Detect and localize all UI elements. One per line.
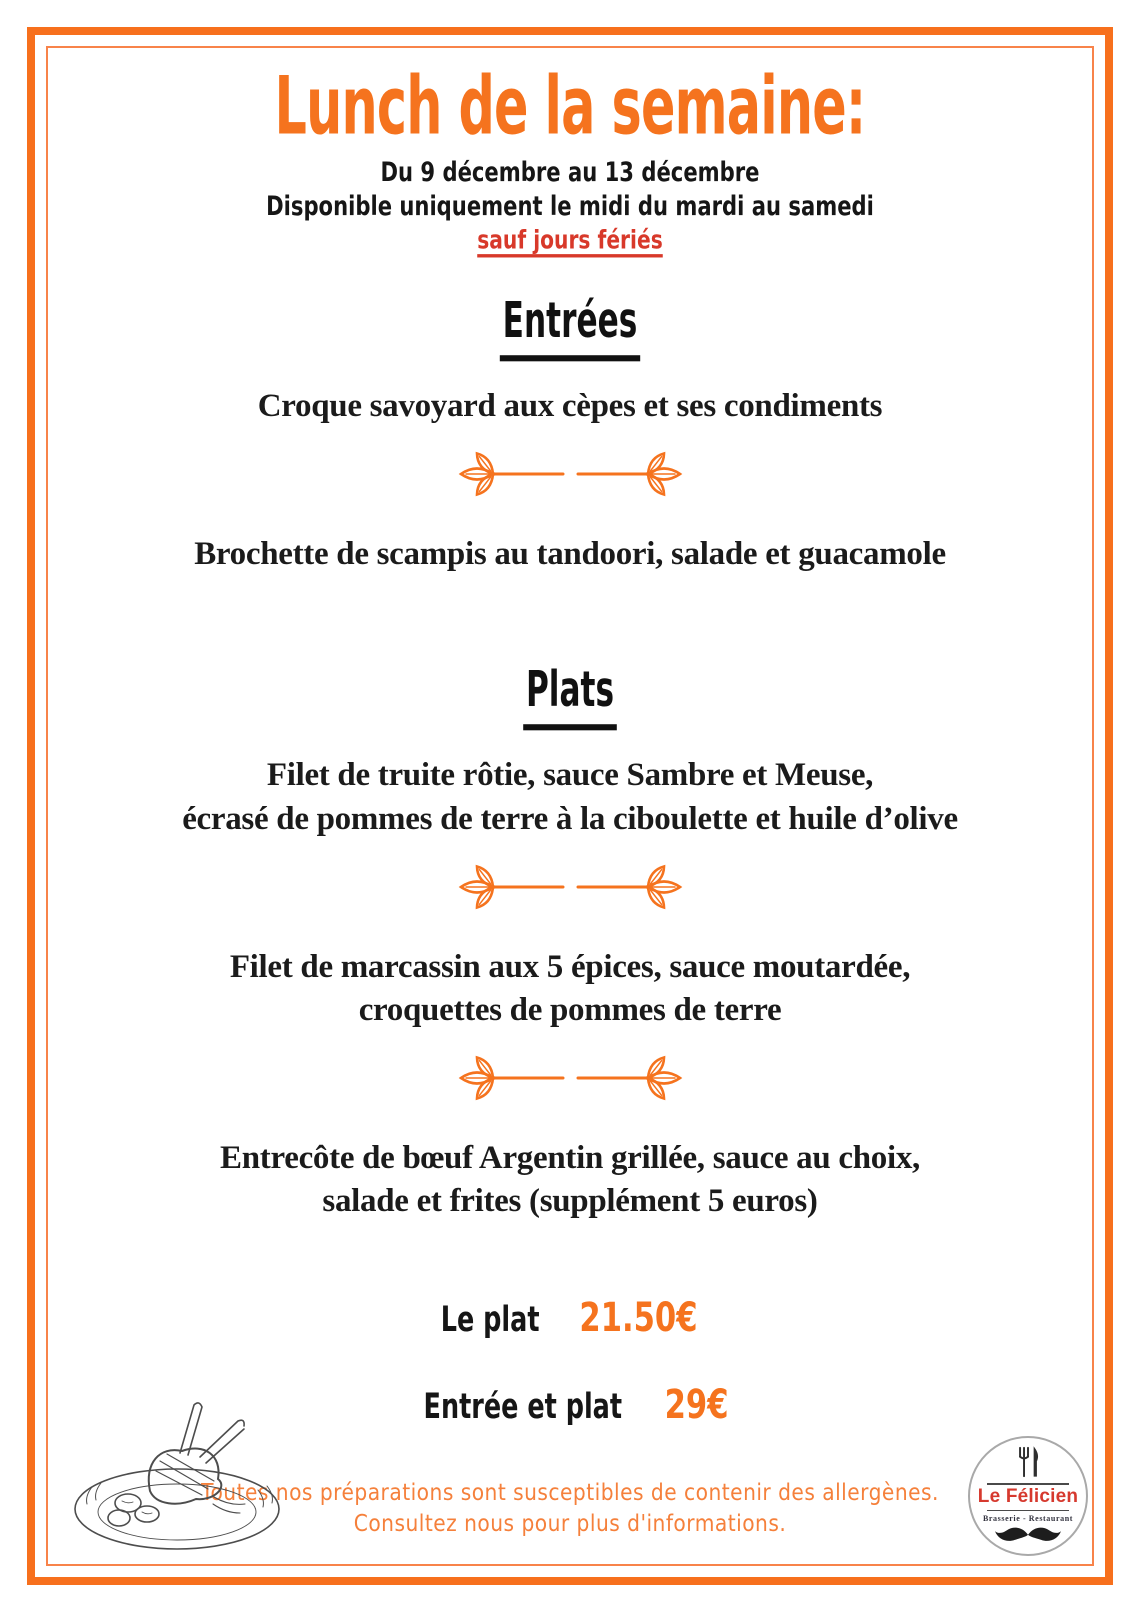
logo-tagline: Brasserie - Restaurant <box>982 1514 1074 1524</box>
allergen-line-2: Consultez nous pour plus d'informations. <box>353 1510 787 1537</box>
dish-line: écrasé de pommes de terre à la ciboulette et huile d’olive <box>182 800 958 837</box>
leaf-divider-graphic <box>453 864 688 910</box>
leaf-divider <box>0 451 1140 497</box>
dish-croque-savoyard <box>0 385 1140 429</box>
fork-knife-icon <box>1013 1446 1043 1478</box>
leaf-divider-graphic <box>453 1055 688 1101</box>
dish-filet-marcassin <box>0 946 1140 1033</box>
restaurant-logo <box>968 1436 1088 1556</box>
leaf-divider <box>0 864 1140 910</box>
dish-line: Brochette de scampis au tandoori, salade et guacamole <box>194 535 946 572</box>
dish-line: Filet de truite rôtie, sauce Sambre et Meuse, <box>266 757 874 794</box>
date-range-text: Du 9 décembre au 13 décembre <box>380 155 760 188</box>
price-entree-plat-label: Entrée et plat <box>423 1386 622 1427</box>
leaf-divider <box>0 1055 1140 1101</box>
logo-divider-line <box>987 1483 1069 1485</box>
dish-line: croquettes de pommes de terre <box>358 992 782 1029</box>
dish-line: Croque savoyard aux cèpes et ses condiments <box>257 388 883 425</box>
holiday-exception-text: sauf jours fériés <box>477 225 663 255</box>
dish-filet-truite <box>0 754 1140 841</box>
logo-divider-line <box>987 1510 1069 1511</box>
price-plat-value: 21.50€ <box>579 1294 698 1341</box>
dish-line: Entrecôte de bœuf Argentin grillée, sauce au choix, <box>220 1139 920 1176</box>
plate-of-meat-illustration <box>62 1391 292 1566</box>
section-heading-entrees-label: Entrées <box>500 293 641 361</box>
dish-line: salade et frites (supplément 5 euros) <box>322 1183 818 1220</box>
price-entree-plat-value: 29€ <box>664 1381 729 1428</box>
dish-brochette-scampis <box>0 533 1140 577</box>
availability-text: Disponible uniquement le midi du mardi au samedi <box>266 189 874 222</box>
section-heading-plats <box>125 662 1014 730</box>
dish-line: Filet de marcassin aux 5 épices, sauce moutardée, <box>229 948 911 985</box>
section-heading-entrees <box>125 293 1014 361</box>
logo-restaurant-name: Le Félicien <box>977 1485 1079 1507</box>
leaf-divider-graphic <box>453 451 688 497</box>
page-title: Lunch de la semaine: <box>274 57 866 153</box>
section-heading-plats-label: Plats <box>523 662 617 730</box>
allergen-line-1: Toutes nos préparations sont susceptibles de contenir des allergènes. <box>201 1479 939 1506</box>
mustache-icon <box>995 1525 1061 1546</box>
dish-entrecote-boeuf <box>0 1137 1140 1224</box>
plate-sketch-icon <box>62 1391 292 1561</box>
price-row-plat <box>0 1294 1140 1341</box>
price-plat-label: Le plat <box>441 1299 540 1340</box>
